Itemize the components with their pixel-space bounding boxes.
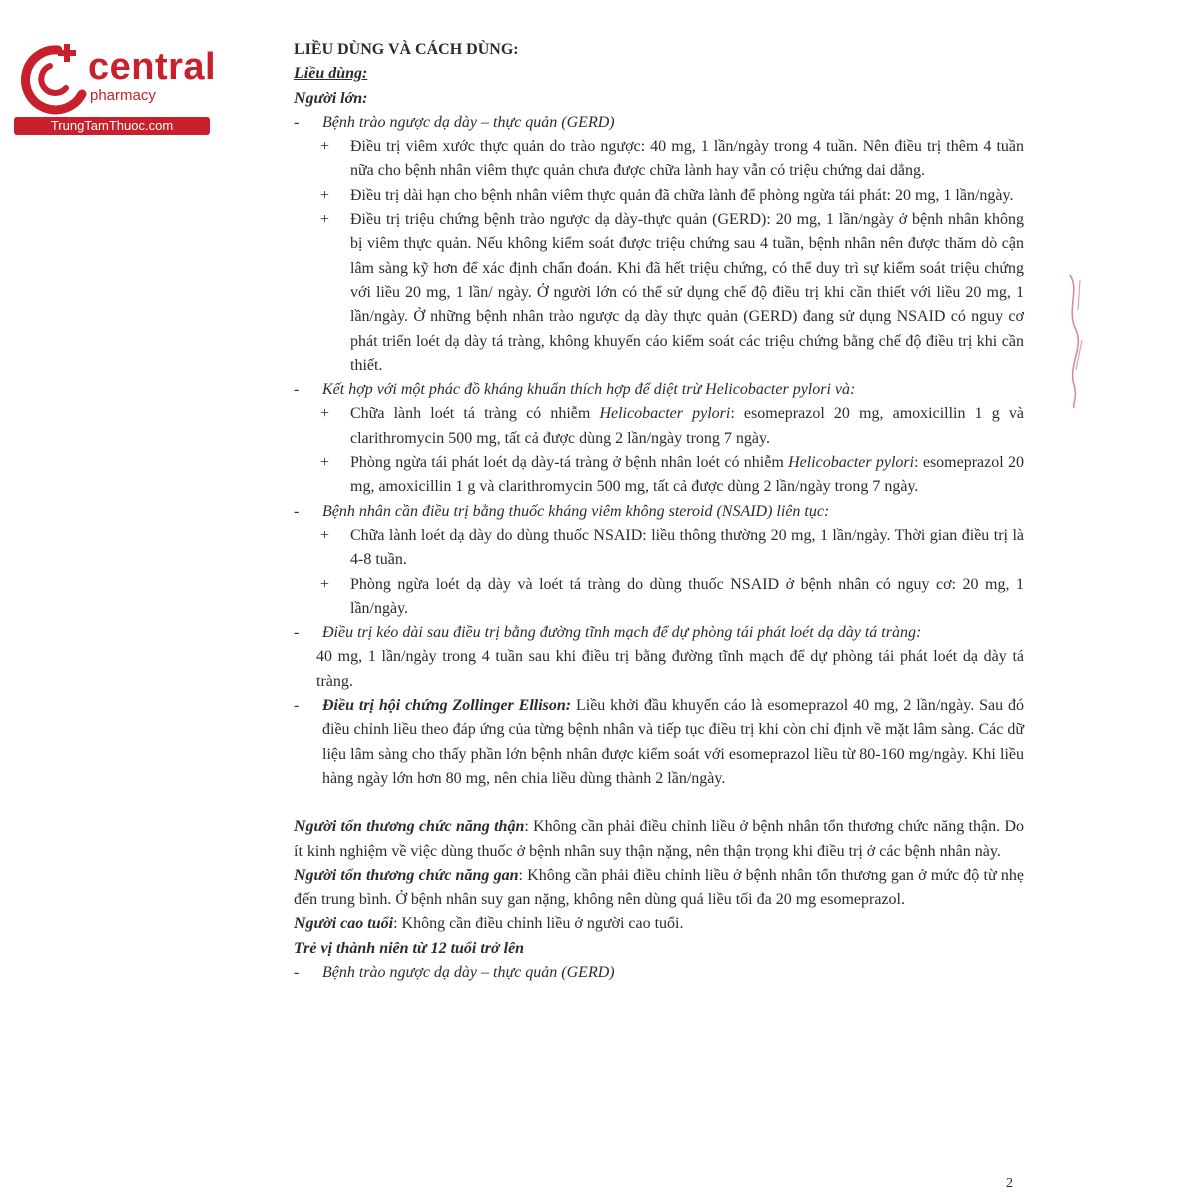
section-heading: LIỀU DÙNG VÀ CÁCH DÙNG: [294, 41, 519, 58]
elderly-paragraph: Người cao tuổi: Không cần điều chỉnh liều ở người cao tuổi. [294, 915, 684, 933]
gerd-item-3: + Điều trị triệu chứng bệnh trào ngược dạ dày-thực quản (GERD): 20 mg, 1 lần/ngày ở bệnh nhân không bị viêm thực quản. Nếu không kiểm soát được triệu chứng sau 4 tuần, bệnh nhân nên được thăm dò cận lâm sàng kỹ hơn để xác định chẩn đoán. Khi đã hết triệu chứng, có thể duy trì sự kiểm soát triệu chứng với liều 20 mg, 1 lần/ ngày. Ở người lớn có thể sử dụng chế độ điều trị khi cần thiết với liều 20 mg, 1 lần/ngày. Ở những bệnh nhân trào ngược dạ dày thực quản (GERD) đang sử dụng NSAID có nguy cơ phát triển loét dạ dày tá tràng, không khuyến cáo kiểm soát các triệu chứng bằng chế độ điều trị khi cần thiết. [320, 211, 1024, 374]
ze-paragraph: - Điều trị hội chứng Zollinger Ellison: Liều khởi đầu khuyến cáo là esomeprazol 40 mg, 2 lần/ngày. Sau đó điều chỉnh liều theo đáp ứng của từng bệnh nhân và tiếp tục điều trị khi còn chỉ định về mặt lâm sàng. Các dữ liệu lâm sàng cho thấy phần lớn bệnh nhân được kiểm soát với esomeprazol liều từ 80-160 mg/ngày. Khi liều hàng ngày lớn hơn 80 mg, nên chia liều dùng thành 2 lần/ngày. [294, 697, 1024, 787]
document-body [294, 38, 1024, 985]
logo-subtitle: pharmacy [90, 87, 156, 104]
logo-url-banner: TrungTamThuoc.com [14, 117, 210, 135]
stamp-mark [1062, 270, 1088, 410]
adolescent-label: Trẻ vị thành niên từ 12 tuổi trở lên [294, 939, 525, 957]
logo-name: central [88, 46, 217, 88]
iv-title: - Điều trị kéo dài sau điều trị bằng đường tĩnh mạch để dự phòng tái phát loét dạ dày tá tràng: [294, 624, 922, 642]
gerd-item-2: + Điều trị dài hạn cho bệnh nhân viêm thực quản đã chữa lành để phòng ngừa tái phát: 20 mg, 1 lần/ngày. [320, 186, 1014, 204]
gerd-item-1: + Điều trị viêm xước thực quản do trào ngược: 40 mg, 1 lần/ngày trong 4 tuần. Nên điều trị thêm 4 tuần nữa cho bệnh nhân viêm thực quản chưa được chữa lành hay vẫn có triệu chứng dai dẳng. [320, 138, 1024, 180]
nsaid-title: - Bệnh nhân cần điều trị bằng thuốc kháng viêm không steroid (NSAID) liên tục: [294, 502, 830, 520]
hp-title: - Kết hợp với một phác đồ kháng khuẩn thích hợp để diệt trừ Helicobacter pylori và: [294, 381, 856, 399]
adolescent-gerd-title: - Bệnh trào ngược dạ dày – thực quản (GERD) [294, 963, 615, 981]
adults-label: Người lớn: [294, 89, 368, 107]
page-number: 2 [1006, 1176, 1013, 1191]
nsaid-item-2: + Phòng ngừa loét dạ dày và loét tá tràng do dùng thuốc NSAID ở bệnh nhân có nguy cơ: 20 mg, 1 lần/ngày. [320, 575, 1024, 617]
gerd-title: - Bệnh trào ngược dạ dày – thực quản (GERD) [294, 113, 615, 131]
hepatic-paragraph: Người tổn thương chức năng gan: Không cần phải điều chỉnh liều ở bệnh nhân tổn thương gan ở mức độ từ nhẹ đến trung bình. Ở bệnh nhân suy gan nặng, không nên dùng quá liều tối đa 20 mg esomeprazol. [294, 866, 1024, 909]
nsaid-item-1: + Chữa lành loét dạ dày do dùng thuốc NSAID: liều thông thường 20 mg, 1 lần/ngày. Thời gian điều trị là 4-8 tuần. [320, 526, 1024, 569]
iv-text: 40 mg, 1 lần/ngày trong 4 tuần sau khi điều trị bằng đường tĩnh mạch để dự phòng tái phát loét dạ dày tá tràng. [316, 648, 1024, 690]
hp-item-1: + Chữa lành loét tá tràng có nhiễm Helicobacter pylori: esomeprazol 20 mg, amoxicillin 1 g và clarithromycin 500 mg, tất cả được dùng 2 lần/ngày trong 7 ngày. [320, 405, 1025, 447]
dosage-label: Liều dùng: [294, 65, 368, 83]
hp-item-2: + Phòng ngừa tái phát loét dạ dày-tá tràng ở bệnh nhân loét có nhiễm Helicobacter pylori: esomeprazol 20 mg, amoxicillin 1 g và clarithromycin 500 mg, tất cả được dùng 2 lần/ngày trong 7 ngày. [320, 454, 1024, 496]
renal-paragraph: Người tổn thương chức năng thận: Không cần phải điều chỉnh liều ở bệnh nhân tổn thương chức năng thận. Do ít kinh nghiệm về việc dùng thuốc ở bệnh nhân suy thận nặng, nên thận trọng khi điều trị ở các bệnh nhân này. [294, 818, 1024, 860]
